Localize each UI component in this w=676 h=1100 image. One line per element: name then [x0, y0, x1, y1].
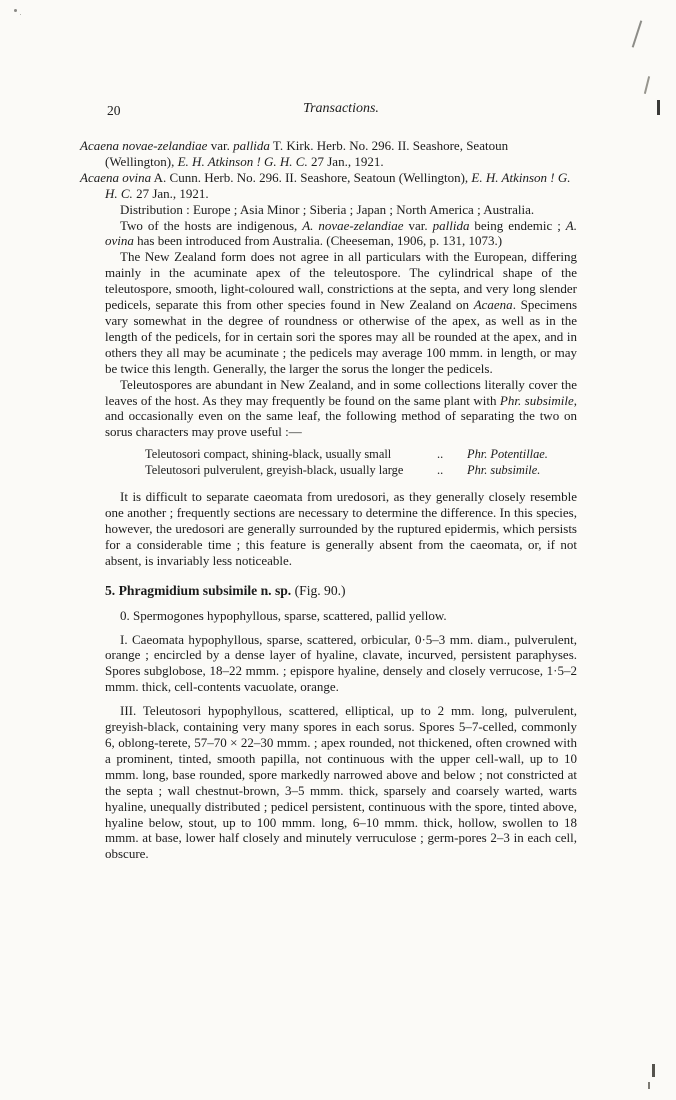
text-run: 27 Jan., 1921.	[307, 153, 384, 169]
text-run: The New Zealand form does not agree in all particulars with the European, differing mainly in the acuminate apex of the teleutospore. The cylindrical shape of the teleutospore, smooth, light-coloured wall, constrictions at the septa, and very long slender pedicels, separate this from other species found in New Zealand on	[105, 249, 577, 313]
text-run: (Fig. 90.)	[291, 582, 346, 598]
text-run: . Specimens vary somewhat in the degree of roundness or otherwise of the apex, as well as in the length of the pedicels, for in certain sori the spores may all be rounded at the apex, and in others they all may be acuminate ; the pedicels may average 100 mmm. in length, or may be twice this length. Generally, the larger the sorus the longer the pedicels.	[105, 297, 577, 376]
text-run: Teleutospores are abundant in New Zealand, and in some collections literally cover the leaves of the host. As they may frequently be found on the same plant with	[105, 376, 577, 408]
text-run: Distribution : Europe ; Asia Minor ; Siberia ; Japan ; North America ; Australia.	[120, 201, 535, 217]
text-run: var.	[207, 138, 234, 153]
text-run: I. Caeomata hypophyllous, sparse, scattered, orbicular, 0·5–3 mm. diam., pulverulent, orange ; encircled by a dense layer of hyaline, clavate, incurved, persistent paraphyses. Spores subglobose, 18–22 mmm. ; epispore hyaline, densely and closely verrucose, 1·5–2 mmm. thick, cell-contents vacuolate, orange.	[105, 631, 577, 695]
scan-artifact	[652, 1064, 655, 1077]
teleutosori-description-paragraph	[105, 703, 577, 862]
text-run: III. Teleutosori hypophyllous, scattered, elliptical, up to 2 mm. long, pulverulent, greyish-black, containing very many spores in each sorus. Spores 5–7-celled, commonly 6, oblong-terete, 57–70 × 22–30 mmm. ; apex rounded, not thickened, often crowned with a prominent, tinted, smooth papilla, not continuous with the upper cell-wall, up to 10 mmm. long, base rounded, spore markedly narrowed above and below ; not constricted at the septa ; wall chestnut-brown, 3–5 mmm. thick, sparsely and coarsely warted, warts hyaline, unequally distributed ; pedicel persistent, continuous with the spore, tinted above, hyaline below, stout, up to 100 mmm. long, 6–10 mmm. thick, hollow, swollen to 18 mmm. at base, lower half closely and minutely verruculose ; germ-pores 2–3 in each cell, obscure.	[105, 703, 577, 862]
italic-run: Phr. subsimile	[499, 392, 574, 408]
key-leader-dots: ..	[437, 447, 444, 462]
key-row	[145, 463, 577, 479]
italic-run: pallida	[432, 217, 470, 233]
text-run: It is difficult to separate caeomata from uredosori, as they generally closely resemble one another ; frequently sections are necessary to determine the difference. In this species, however, the uredosori are generally surrounded by the ruptured epidermis, which persists for a considerable time ; this feature is generally absent from the caeomata, or, if not absent, is invariably less noticeable.	[105, 489, 577, 568]
italic-run: pallida	[233, 138, 270, 153]
text-run: has been introduced from Australia. (Cheeseman, 1906, p. 131, 1073.)	[133, 233, 503, 249]
text-run: being endemic ;	[469, 217, 566, 233]
text-run: 0. Spermogones hypophyllous, sparse, scattered, pallid yellow.	[120, 607, 447, 623]
scan-artifact	[632, 20, 643, 47]
italic-run: Acaena novae-zelandiae	[80, 138, 208, 153]
caeomata-description-paragraph	[105, 632, 577, 696]
page-body	[80, 138, 577, 862]
italic-run: E. H. Atkinson ! G. H. C.	[177, 153, 308, 169]
italic-run: E. H. Atkinson ! G. H. C.	[105, 169, 571, 201]
key-description: Teleutosori pulverulent, greyish-black, usually large	[145, 462, 404, 477]
text-run: , and occasionally even on the same leaf, the following method of separating the two on sorus characters may prove useful :—	[105, 392, 577, 440]
italic-run: Acaena ovina	[80, 169, 152, 185]
distribution-paragraph	[105, 202, 577, 218]
bold-run: 5. Phragmidium subsimile n. sp.	[105, 582, 292, 598]
specimen-entry	[80, 138, 577, 170]
scan-artifact	[644, 76, 650, 94]
text-run: Two of the hosts are indigenous,	[120, 217, 303, 233]
page-number: 20	[107, 103, 121, 118]
species-heading	[105, 583, 577, 599]
hosts-paragraph	[105, 218, 577, 250]
text-run: 27 Jan., 1921.	[132, 185, 209, 201]
nz-form-paragraph	[105, 249, 577, 376]
running-head: Transactions.	[303, 101, 379, 116]
scan-artifact	[14, 9, 17, 12]
italic-run: A. novae-zelandiae	[302, 217, 404, 233]
specimen-entry	[80, 169, 577, 202]
key-species-name: Phr. subsimile.	[467, 462, 541, 477]
text-run: T. Kirk. Herb. No. 296. II. Seashore, Seatoun (Wellington),	[105, 138, 509, 169]
caeomata-uredosori-paragraph	[105, 489, 577, 569]
text-run: var.	[403, 217, 433, 233]
scan-artifact	[648, 1082, 650, 1089]
spermogones-paragraph	[105, 608, 577, 624]
teleutospores-paragraph	[105, 377, 577, 441]
key-description: Teleutosori compact, shining-black, usually small	[145, 447, 392, 462]
page-header	[105, 98, 577, 124]
text-run: A. Cunn. Herb. No. 296. II. Seashore, Seatoun (Wellington),	[151, 169, 472, 185]
key-leader-dots: ..	[437, 462, 444, 477]
italic-run: Acaena	[473, 297, 513, 313]
scan-artifact	[657, 100, 660, 115]
page-content	[80, 98, 577, 862]
key-row	[145, 447, 577, 463]
key-species-name: Phr. Potentillae.	[467, 447, 548, 462]
species-key	[145, 447, 577, 478]
italic-run: A. ovina	[105, 217, 577, 249]
